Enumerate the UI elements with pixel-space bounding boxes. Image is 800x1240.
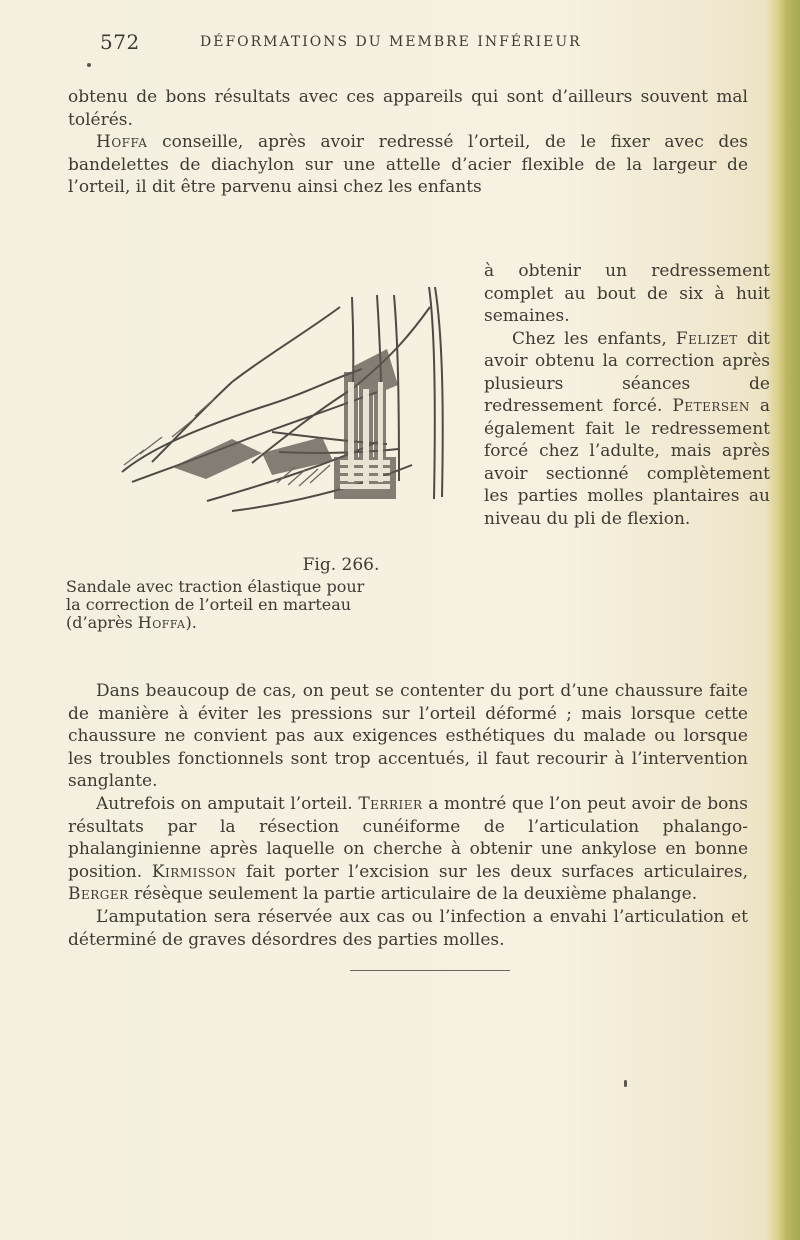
footer-rule [350,970,510,971]
bottom-text [68,680,748,951]
figure-illustration [112,287,492,532]
right-column-paragraph-2-rest: dit avoir obtenu la correction après plusieurs séances de redressement forcé. [484,328,770,416]
page-number: 572 [100,30,140,54]
right-column-paragraph-2-start: Chez les enfants, [512,328,676,349]
paragraph-2-text: conseille, après avoir redressé l’orteil, de le fixer avec des bandelettes de diachylon sur une attelle d’acier flexible de la largeur de l’orteil, il dit être parvenu ainsi chez les enfants [68,132,748,198]
print-fleck [87,63,91,67]
paragraph-4-middle-2: fait porter l’excision sur les deux surfaces articulaires, [236,861,748,882]
paragraph-2 [68,131,748,199]
author-name-petersen: Petersen [672,396,750,416]
right-column-text [484,260,770,530]
print-fleck [624,1080,627,1087]
paragraph-4-middle: a montré que l’on peut avoir de bons résultats par la résection cunéiforme de l’articulation phalango-phalanginienne après laquelle on cherche à obtenir une ankylose en bonne position. [68,793,748,882]
caption-line-1: Sandale avec traction élastique pour [66,577,365,596]
right-column-paragraph-1: à obtenir un redressement complet au bout de six à huit semaines. [484,261,770,326]
author-name-kirmisson: Kirmisson [151,861,237,882]
caption-line-2: la correction de l’orteil en marteau [66,595,352,614]
sandal-illustration [112,287,492,532]
paragraph-4-end: résèque seulement la partie articulaire de la deuxième phalange. [128,884,698,905]
figure-number: Fig. 266. [302,555,380,575]
right-column-paragraph-2-end: a également fait le redressement forcé chez l’adulte, mais après avoir sectionné complètement les parties molles plantaires au niveau du pli de flexion. [484,396,770,529]
top-text [68,86,748,199]
caption-line-3 [66,614,496,632]
caption-line-3-end: ). [185,613,197,632]
right-column-paragraph-2 [484,328,770,531]
page-edge-shadow [766,0,800,1240]
paragraph-3: Dans beaucoup de cas, on peut se contenter du port d’une chaussure faite de manière à éviter les pressions sur l’orteil déformé ; mais lorsque cette chaussure ne convient pas aux exigences esthétiques du malade ou lorsque les troubles fonctionnels sont trop accentués, il faut recourir à l’intervention sanglante. [68,681,748,792]
author-name-felizet: Felizet [675,328,738,349]
paragraph-4-start: Autrefois on amputait l’orteil. [96,793,359,814]
paragraph-5: L’amputation sera réservée aux cas ou l’infection a envahi l’articulation et déterminé de graves désordres des parties molles. [68,906,748,950]
caption-author-hoffa: Hoffa [137,613,186,632]
author-name-terrier: Terrier [358,793,423,814]
paragraph-1: obtenu de bons résultats avec ces appareils qui sont d’ailleurs souvent mal tolérés. [68,87,748,130]
caption-line-3-start: (d’après [66,613,138,632]
author-name-hoffa: Hoffa [96,132,148,153]
running-head: DÉFORMATIONS DU MEMBRE INFÉRIEUR [200,34,582,50]
page-header [100,30,800,60]
author-name-berger: Berger [68,884,129,905]
figure-caption [66,556,496,632]
paragraph-4 [68,793,748,906]
